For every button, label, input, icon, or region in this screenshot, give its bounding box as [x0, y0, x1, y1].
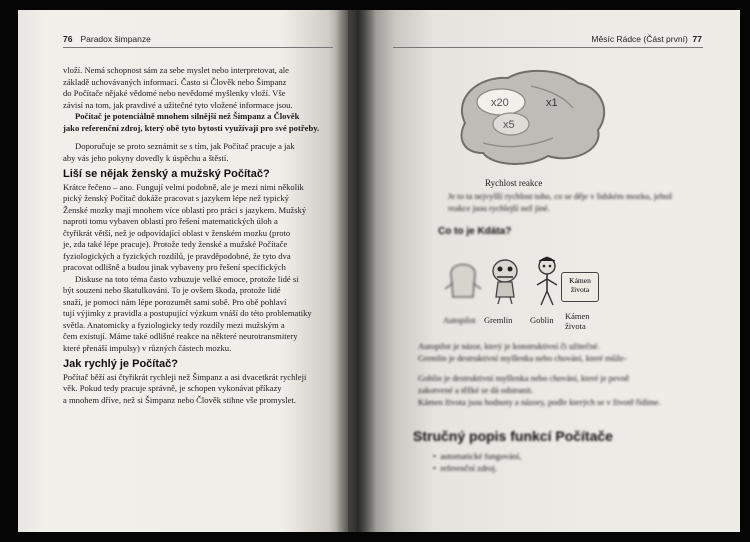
bullet-item: • automatické fungování,: [433, 451, 522, 461]
brain-illustration: [453, 68, 608, 168]
character-label: Kámen života: [565, 311, 590, 331]
right-page-number: 77: [692, 34, 702, 44]
autopilot-figure: [443, 253, 483, 303]
left-page-header: [63, 34, 151, 44]
right-mid-text: [418, 340, 708, 408]
text-line: do Počítače nějaké vědomé nebo nevědomé myšlenky vloží. Vše: [63, 88, 286, 98]
text-line: světla. Anatomicky a fyziologicky tedy rozdíly mezi mužským a: [63, 319, 285, 330]
book-gutter: [336, 10, 376, 532]
text-line: které přenáší impulsy) v různých částech mozku.: [63, 342, 232, 353]
brain-label-c: x5: [503, 119, 515, 131]
right-page-header: [591, 34, 702, 44]
section-big-heading: Stručný popis funkcí Počítače: [413, 428, 613, 444]
text-line: vloží. Nemá schopnost sám za sebe myslet nebo interpretovat, ale: [63, 65, 289, 75]
text-line: Počítač běží asi čtyřikrát rychleji než Šimpanz a asi dvacetkrát rychleji: [63, 371, 307, 382]
text-line: čtyřikrát větší, než je odpovídající oblast v ženském mozku (proto: [63, 227, 291, 238]
definition-line: Gremlin je destruktivní myšlenka nebo chování, které může-: [418, 353, 627, 363]
text-line: fyziologických a fyzických rozdílů, je pravděpodobné, že tyto dva: [63, 250, 291, 261]
text-line: Ženské mozky mají mnohem více oblastí pro práci s jazykem. Mužský: [63, 204, 307, 215]
header-rule: [63, 47, 333, 48]
text-line: a mnohem dříve, než si Šimpanz nebo Člověk stihne vše promyslet.: [63, 394, 296, 405]
life-stone-sign: Kámen života: [561, 272, 599, 302]
gremlin-figure: [488, 255, 522, 305]
left-running-title: Paradox šimpanze: [80, 34, 151, 44]
open-book: [18, 10, 740, 532]
definition-line: Goblin je destruktivní myšlenka nebo chování, které je pevně: [418, 373, 630, 383]
section-small-heading: Co to je Kdáta?: [438, 226, 512, 237]
text-line: aby vás jeho pokyny dovedly k úspěchu a štěstí.: [63, 152, 229, 163]
text-line: je, zda také lépe pracuje). Protože tedy ženské a mužské Počítače: [63, 239, 288, 249]
character-label: Autopilot: [443, 315, 476, 325]
text-line: pracovat odlišně a budou jinak vybaveny pro řešení specifických: [63, 262, 286, 272]
text-line: snaží, je pomoci nám lépe porozumět sami sobě. Pro obě pohlaví: [63, 296, 287, 307]
brain-caption: Rychlost reakce: [485, 178, 543, 188]
text-line: čem existují. Máme také odlišné reakce na některé neurotransmitery: [63, 331, 298, 341]
text-line: Diskuse na toto téma často vzbuzuje velké emoce, protože lidé si: [75, 273, 299, 284]
text-line: základě uchovávaných informací. Často si Člověk nebo Šimpanz: [63, 76, 287, 87]
brain-label-b: x1: [546, 97, 558, 109]
goblin-figure: [533, 255, 561, 307]
text-line: pický ženský Počítač dokáže pracovat s jazykem lépe než typický: [63, 193, 289, 203]
definition-line: Kámen života jsou hodnoty a názory, podle kterých se v životě řídíme.: [418, 397, 661, 407]
text-line: Počítač je potenciálně mnohem silnější než Šimpanz a Člověk: [75, 111, 300, 121]
text-line: věk. Pokud tedy pracuje správně, je schopen vykonávat příkazy: [63, 383, 282, 393]
text-line: závisí na tom, jak pravdivé a užitečné tyto vložené informace jsou.: [63, 99, 293, 110]
character-label: Gremlin: [484, 315, 513, 325]
section-heading: Liší se nějak ženský a mužský Počítač?: [63, 168, 270, 180]
text-line: Krátce řečeno – ano. Fungují velmi podobně, ale je mezi nimi několik: [63, 181, 304, 192]
right-running-title: Měsíc Rádce (Část první): [591, 34, 688, 44]
text-line: tují výjimky z pravidla a postupující výzkum vnáší do této problematiky: [63, 308, 312, 318]
section-heading: Jak rychlý je Počítač?: [63, 358, 178, 370]
left-body-text: [63, 65, 333, 406]
text-line: Doporučuje se proto seznámit se s tím, jak Počítač pracuje a jak: [75, 141, 295, 151]
text-line: naproti tomu vybaven oblastí pro řešení matematických úloh a: [63, 216, 278, 226]
definition-line: Autopilot je názor, který je konstruktivní či užitečné.: [418, 341, 600, 351]
left-page-number: 76: [63, 34, 73, 44]
right-top-line: Je to ta nejvyšší rychlost toho, co se děje v lidském mozku, jehož: [448, 191, 673, 201]
character-label: Goblin: [530, 315, 554, 325]
right-header-rule: [393, 47, 703, 48]
brain-label-a: x20: [491, 97, 509, 109]
function-bullets: [433, 450, 633, 474]
right-top-line: reakce jsou rychlejší než jiné.: [448, 203, 550, 213]
bullet-item: • referenční zdroj.: [433, 463, 498, 473]
bullet-text: automatické fungování,: [440, 451, 522, 461]
right-top-text: [448, 190, 688, 214]
text-line: být souzeni nebo škatulkováni. To je ovšem škoda, protože lidé: [63, 285, 281, 295]
text-line: jako referenční zdroj, který obě tyto bytosti využívají pro své potřeby.: [63, 122, 320, 133]
bullet-text: referenční zdroj.: [440, 463, 498, 473]
definition-line: zakotvené a těžké se dá odstranit.: [418, 385, 534, 395]
left-page: [18, 10, 348, 532]
paragraph-gap: [63, 134, 333, 141]
